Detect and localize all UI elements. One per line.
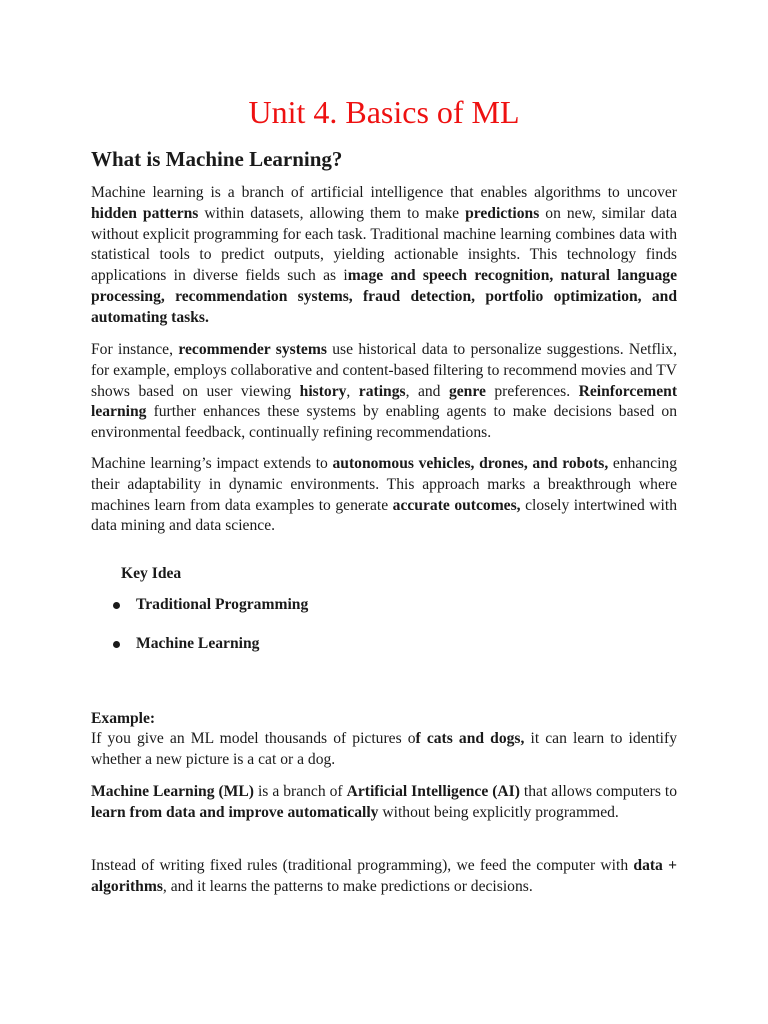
bold-text-run: Reinforcement learning: [91, 382, 678, 421]
bold-text-run: mage and speech recognition, natural language processing, recommendation systems, fraud detection, portfolio optimization, and automating tasks.: [91, 267, 678, 326]
text-run: , and it learns the patterns to make predictions or decisions.: [162, 877, 533, 895]
text-run: further enhances these systems by enabling agents to make decisions based on environmental feedback, continually refining recommendations.: [91, 403, 677, 442]
bullet-icon: [113, 602, 120, 609]
text-run: within datasets, allowing them to make: [198, 204, 466, 222]
text-run: use historical data to personalize suggestions. Netflix, for example, employs collaborative and content-based filtering to recommend movies and TV shows based on user viewing: [91, 341, 678, 400]
list-item: [108, 595, 308, 634]
text-run: is a branch of: [254, 783, 347, 800]
key-idea-list: [108, 595, 308, 673]
bold-text-run: history: [299, 382, 347, 400]
text-run: it can learn to identify whether a new picture is a cat or a dog.: [91, 730, 677, 768]
text-run: on new, similar data without explicit programming for each task. Traditional machine learning combines data with statistical tools to predict outputs, yielding actionable insights. This technology finds applications in diverse fields such as i: [91, 204, 677, 285]
bold-text-run: genre: [448, 382, 486, 400]
bold-text-run: autonomous vehicles, drones, and robots,: [332, 455, 609, 472]
paragraph-intro: [91, 183, 677, 329]
bullet-icon: [113, 641, 120, 648]
text-run: Machine learning’s impact extends to: [91, 455, 333, 472]
paragraph-approach: [91, 856, 677, 898]
text-run: closely intertwined with data mining and data science.: [91, 496, 677, 535]
text-run: , and: [405, 382, 449, 400]
text-run: ,: [346, 382, 359, 400]
bold-text-run: ratings: [358, 382, 406, 400]
example-label: Example:: [91, 710, 156, 727]
bold-text-run: Machine Learning (ML): [91, 783, 254, 800]
bold-text-run: data + algorithms: [91, 857, 677, 895]
bold-text-run: f cats and dogs,: [415, 730, 525, 747]
bold-text-run: Artificial Intelligence (AI): [346, 783, 520, 800]
bold-text-run: recommender systems: [178, 341, 327, 358]
bold-text-run: accurate outcomes,: [392, 496, 521, 514]
text-run: For instance,: [91, 341, 179, 358]
paragraph-definition: [91, 782, 677, 824]
text-run: If you give an ML model thousands of pictures o: [91, 730, 416, 747]
bold-text-run: hidden patterns: [91, 204, 199, 222]
paragraph-impact: [91, 454, 677, 537]
paragraph-example: [91, 729, 677, 771]
bold-text-run: learn from data and improve automatically: [91, 803, 379, 821]
text-run: enhancing their adaptability in dynamic environments. This approach marks a breakthrough where machines learn from data examples to generate: [91, 455, 677, 514]
list-item-label: Traditional Programming: [136, 596, 309, 613]
key-idea-label: Key Idea: [121, 565, 182, 582]
text-run: preferences.: [485, 382, 579, 400]
document-title: Unit 4. Basics of ML: [248, 94, 520, 130]
text-run: Machine learning is a branch of artificial intelligence that enables algorithms to uncover: [91, 184, 677, 201]
paragraph-recommender: [91, 340, 677, 444]
list-item: [108, 634, 308, 673]
section-heading: What is Machine Learning?: [91, 147, 343, 171]
text-run: without being explicitly programmed.: [378, 803, 619, 821]
text-run: that allows computers to: [519, 783, 678, 800]
text-run: Instead of writing fixed rules (traditional programming), we feed the computer with: [91, 857, 634, 874]
list-item-label: Machine Learning: [136, 635, 260, 652]
bold-text-run: predictions: [465, 204, 540, 222]
